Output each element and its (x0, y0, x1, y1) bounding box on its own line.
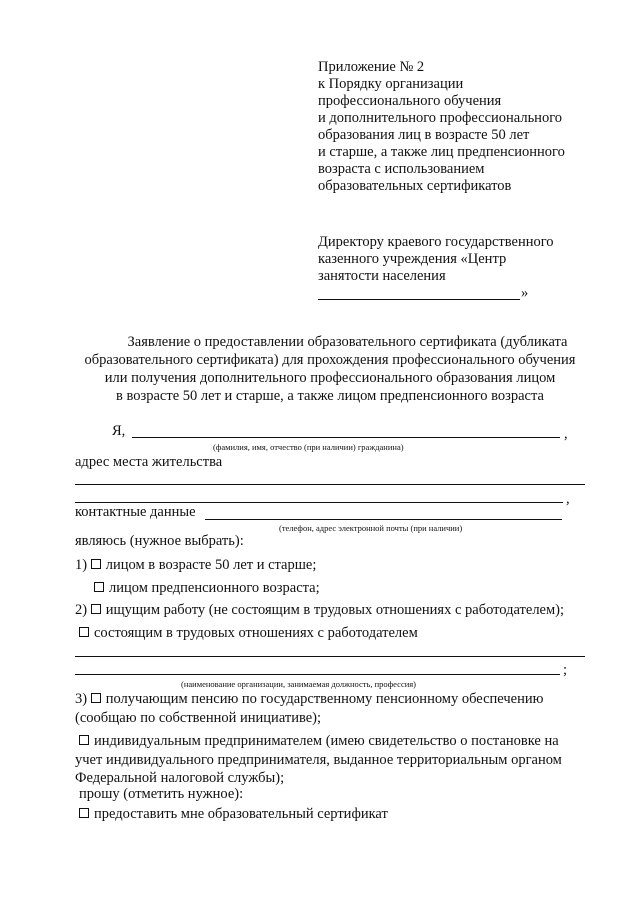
option-3b (79, 733, 588, 750)
appendix-line: образовательных сертификатов (318, 178, 512, 194)
checkbox-prepension[interactable] (94, 582, 104, 592)
employer-field-line-2[interactable] (75, 674, 560, 675)
option-label: лицом предпенсионного возраста; (109, 580, 320, 596)
fullname-field[interactable] (132, 437, 560, 438)
option-2a (75, 602, 564, 619)
checkbox-issue-certificate[interactable] (79, 808, 89, 818)
option-number: 2) (75, 602, 88, 618)
checkbox-age-50[interactable] (91, 559, 101, 569)
option-1b (94, 580, 320, 597)
addressee (318, 234, 554, 285)
contacts-caption: (телефон, адрес электронной почты (при наличии) (279, 523, 463, 533)
i-label: Я, (112, 423, 126, 439)
contacts-label: контактные данные (75, 504, 196, 520)
addressee-closing-quote: » (521, 285, 529, 301)
option-number: 3) (75, 691, 88, 707)
employer-semicolon: ; (563, 662, 568, 678)
addressee-line: занятости населения (318, 268, 446, 284)
option-label: предоставить мне образовательный сертификат (94, 806, 388, 822)
option-3b-cont: учет индивидуального предпринимателя, выданное территориальным органом (75, 752, 562, 768)
option-number: 1) (75, 557, 88, 573)
appendix-line: и старше, а также лиц предпенсионного (318, 144, 565, 160)
checkbox-entrepreneur[interactable] (79, 735, 89, 745)
title-line: в возрасте 50 лет и старше, а также лицом предпенсионного возраста (116, 388, 544, 404)
option-request (79, 806, 388, 823)
option-3a (75, 691, 588, 708)
addressee-line: Директору краевого государственного (318, 234, 554, 250)
document-title (60, 333, 600, 405)
appendix-line: к Порядку организации (318, 76, 464, 92)
employer-caption: (наименование организации, занимаемая должность, профессия) (181, 679, 417, 689)
addressee-line: казенного учреждения «Центр (318, 251, 507, 267)
appendix-line: и дополнительного профессионального (318, 110, 563, 126)
title-line: или получения дополнительного профессионального образования лицом (104, 370, 556, 386)
address-field-line-1[interactable] (75, 484, 585, 485)
option-label: лицом в возрасте 50 лет и старше; (105, 557, 317, 573)
appendix-line: образования лиц в возрасте 50 лет (318, 127, 530, 143)
appendix-line: профессионального обучения (318, 93, 502, 109)
address-comma: , (566, 491, 570, 507)
checkbox-employed[interactable] (79, 627, 89, 637)
address-label: адрес места жительства (75, 454, 223, 470)
contacts-field[interactable] (205, 519, 562, 520)
option-label: состоящим в трудовых отношениях с работодателем (94, 625, 418, 641)
option-1a (75, 557, 316, 574)
being-label: являюсь (нужное выбрать): (75, 533, 244, 549)
title-line: образовательного сертификата) для прохождения профессионального обучения (84, 352, 576, 368)
appendix-line: возраста с использованием (318, 161, 485, 177)
appendix-note (318, 59, 565, 195)
title-line: Заявление о предоставлении образовательного сертификата (дубликата (127, 334, 568, 350)
request-label: прошу (отметить нужное): (79, 786, 244, 802)
appendix-line: Приложение № 2 (318, 59, 425, 75)
addressee-blank-line[interactable] (318, 299, 520, 300)
fullname-comma: , (564, 426, 568, 442)
option-label: ищущим работу (не состоящим в трудовых отношениях с работодателем); (105, 602, 565, 618)
option-3a-cont: (сообщаю по собственной инициативе); (75, 710, 322, 726)
option-2b (79, 625, 418, 642)
fullname-caption: (фамилия, имя, отчество (при наличии) гражданина) (213, 442, 404, 452)
option-label: индивидуальным предпринимателем (имею свидетельство о постановке на (94, 733, 559, 749)
option-3b-cont: Федеральной налоговой службы); (75, 770, 285, 786)
checkbox-pension[interactable] (91, 693, 101, 703)
option-label: получающим пенсию по государственному пенсионному обеспечению (105, 691, 544, 707)
address-field-line-2[interactable] (75, 502, 563, 503)
employer-field-line-1[interactable] (75, 656, 585, 657)
checkbox-job-seeker[interactable] (91, 604, 101, 614)
